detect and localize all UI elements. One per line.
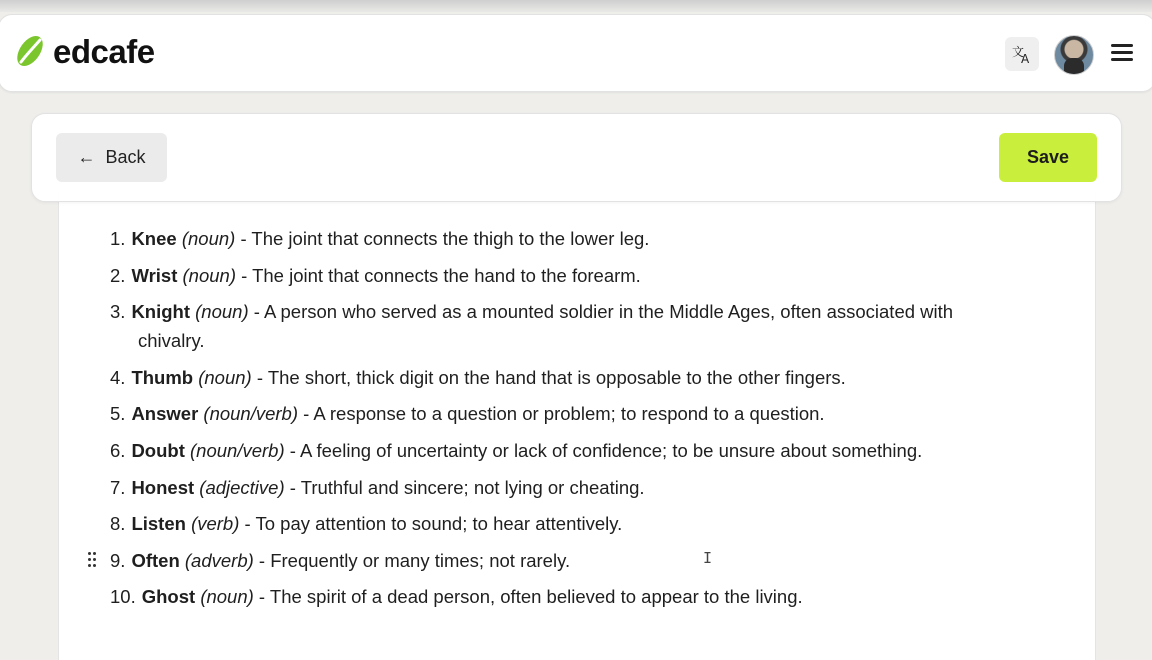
arrow-left-icon: ← [77, 147, 96, 167]
part-of-speech: (noun) [195, 301, 249, 323]
vocab-word: Often [131, 549, 180, 571]
definition: - The joint that connects the hand to the forearm. [235, 264, 641, 286]
list-item[interactable] [110, 363, 1070, 392]
definition: - A feeling of uncertainty or lack of confidence; to be unsure about something. [284, 439, 923, 461]
svg-text:A: A [1021, 52, 1030, 65]
list-item[interactable] [110, 297, 1070, 355]
back-button[interactable] [56, 133, 167, 182]
definition: - The spirit of a dead person, often believed to appear to the living. [253, 586, 803, 608]
part-of-speech: (noun/verb) [203, 403, 299, 425]
definition: - A person who served as a mounted soldier in the Middle Ages, often associated with [248, 301, 954, 323]
vocab-word: Thumb [131, 366, 194, 388]
vocab-word: Knight [131, 301, 190, 323]
definition: - The joint that connects the thigh to the lower leg. [235, 228, 650, 249]
translate-button[interactable] [1005, 37, 1039, 71]
svg-text:文: 文 [1012, 45, 1025, 59]
definition-continued: chivalry. [138, 330, 205, 352]
text-cursor-icon: I [703, 549, 713, 567]
item-number: 7. [110, 476, 126, 498]
editor-toolbar [31, 113, 1122, 202]
item-number: 4. [110, 366, 126, 388]
save-button[interactable]: Save [999, 133, 1097, 182]
vocab-word: Honest [131, 476, 195, 498]
edcafe-logo[interactable] [13, 34, 155, 68]
list-item[interactable] [110, 399, 1070, 428]
vocab-word: Ghost [141, 586, 196, 608]
vocab-word: Wrist [131, 264, 178, 286]
item-number: 9. [110, 549, 126, 571]
list-item[interactable] [110, 473, 1070, 502]
part-of-speech: (noun/verb) [190, 439, 285, 461]
item-number: 5. [110, 403, 126, 425]
definition: - Frequently or many times; not rarely. [253, 549, 571, 571]
list-item[interactable] [110, 509, 1070, 538]
leaf-logo-icon [13, 34, 47, 68]
item-number: 1. [110, 228, 126, 249]
part-of-speech: (noun) [200, 586, 254, 608]
definition: - A response to a question or problem; to respond to a question. [298, 403, 825, 425]
vocabulary-list[interactable] [110, 224, 1070, 619]
part-of-speech: (adjective) [199, 476, 285, 498]
part-of-speech: (noun) [182, 264, 236, 286]
vocab-word: Answer [131, 403, 199, 425]
list-item[interactable] [110, 582, 1070, 611]
vocab-word: Listen [131, 513, 186, 535]
hamburger-menu-icon[interactable] [1109, 41, 1135, 67]
item-number: 6. [110, 439, 126, 461]
definition: - To pay attention to sound; to hear attentively. [239, 513, 623, 535]
item-number: 10. [110, 586, 136, 608]
list-item[interactable] [110, 224, 1070, 253]
window-top-edge [0, 0, 1152, 12]
part-of-speech: (verb) [191, 513, 240, 535]
list-item[interactable] [110, 436, 1070, 465]
item-number: 3. [110, 301, 126, 323]
part-of-speech: (noun) [198, 366, 252, 388]
item-number: 2. [110, 264, 126, 286]
drag-handle-icon[interactable] [88, 551, 98, 569]
vocab-word: Doubt [131, 439, 185, 461]
definition: - Truthful and sincere; not lying or cheating. [284, 476, 645, 498]
vocab-word: Knee [131, 228, 177, 249]
translate-icon [1011, 43, 1033, 65]
top-navbar [0, 14, 1152, 92]
avatar[interactable] [1054, 35, 1094, 75]
part-of-speech: (noun) [181, 228, 236, 249]
list-item[interactable] [110, 546, 1070, 575]
item-number: 8. [110, 513, 126, 535]
list-item[interactable] [110, 261, 1070, 290]
definition: - The short, thick digit on the hand that is opposable to the other fingers. [251, 366, 846, 388]
back-button-label: Back [105, 147, 146, 167]
brand-name: edcafe [53, 32, 155, 70]
part-of-speech: (adverb) [184, 549, 254, 571]
